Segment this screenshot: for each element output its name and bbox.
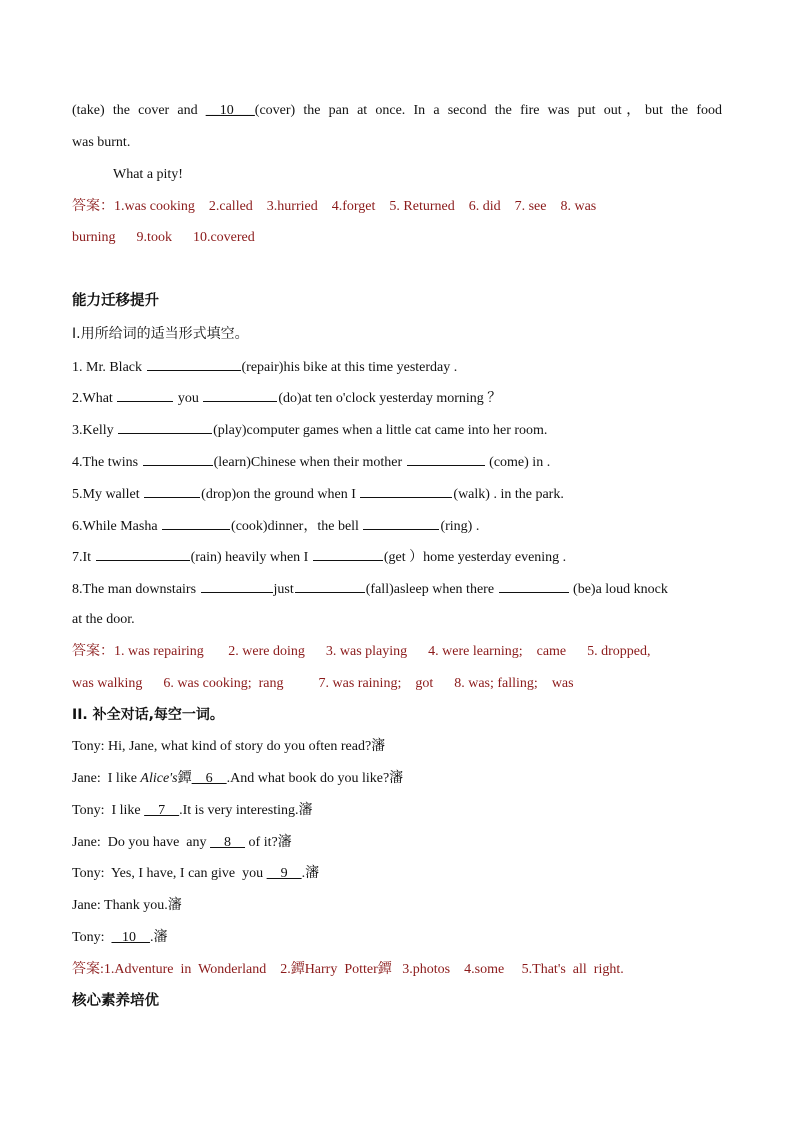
dialog-italic-text: Alice's — [140, 771, 178, 786]
dialog-text: Jane: I like — [72, 771, 141, 786]
fill-blank — [203, 388, 277, 402]
item-text: you — [174, 391, 203, 406]
answer-1-line-1 — [72, 198, 722, 216]
dialog-text: Jane: Do you have any — [72, 835, 211, 850]
dialog-text: Jane: Thank you.瀋 — [72, 898, 182, 913]
answer-label: 答案： — [72, 199, 114, 214]
dialog-blank-6: 6 — [191, 771, 227, 786]
item-text: 6.While Masha — [72, 519, 162, 534]
answer-1-line-2: burning 9.took 10.covered — [72, 230, 255, 245]
fill-blank — [295, 579, 365, 593]
instruction-fill-blank: I.用所给词的适当形式填空。 — [72, 326, 249, 342]
dialog-line-1 — [72, 738, 722, 756]
exercise-item-8-line-2: at the door. — [72, 612, 135, 627]
exercise-item-8 — [72, 579, 722, 599]
answer-label: 答案： — [72, 644, 114, 659]
item-text: (drop)on the ground when I — [201, 487, 360, 502]
exercise-item-3 — [72, 420, 722, 440]
fill-blank — [143, 452, 213, 466]
dialog-text: Tony: Hi, Jane, what kind of story do you often read?瀋 — [72, 739, 386, 754]
item-text: 3.Kelly — [72, 423, 118, 438]
item-text: (be)a loud knock — [569, 582, 668, 597]
fill-blank — [118, 420, 212, 434]
fill-blank — [407, 452, 485, 466]
answer-2-line-2: was walking 6. was cooking; rang 7. was raining; got 8. was; falling; was — [72, 676, 574, 691]
item-text: (come) in . — [485, 455, 551, 470]
dialog-blank-8: 8 — [210, 835, 246, 850]
fill-blank — [201, 579, 273, 593]
dialog-blank-10: 10 — [111, 930, 150, 945]
exercise-item-2 — [72, 388, 722, 408]
exercise-item-5 — [72, 484, 722, 504]
dialog-text: of it?瀋 — [245, 835, 292, 850]
dialog-text: .瀋 — [149, 930, 168, 945]
item-text: (cook)dinner，the bell — [231, 519, 363, 534]
fill-blank — [96, 547, 190, 561]
item-text: (learn)Chinese when their mother — [213, 455, 406, 470]
exercise-item-1 — [72, 357, 722, 377]
answer-text: 1.was cooking 2.called 3.hurried 4.forget 5. Returned 6. did 7. see 8. was — [114, 199, 597, 214]
passage-line-3: What a pity! — [113, 167, 183, 182]
answer-text: 1.Adventure in Wonderland 2.鐔Harry Potter鐔 3.photos 4.some 5.That's all right. — [103, 962, 624, 977]
dialog-text: Tony: — [72, 930, 112, 945]
answer-text: 1. was repairing 2. were doing 3. was playing 4. were learning; came 5. dropped, — [114, 644, 651, 659]
dialog-text: .瀋 — [301, 866, 320, 881]
section-title-core: 核心素养培优 — [72, 993, 159, 1009]
fill-blank — [147, 357, 241, 371]
item-text: (repair)his bike at this time yesterday . — [241, 360, 458, 375]
item-text: 1. Mr. Black — [72, 360, 146, 375]
item-text: (play)computer games when a little cat came into her room. — [213, 423, 548, 438]
dialog-line-3 — [72, 802, 722, 820]
fill-blank — [162, 516, 230, 530]
dialog-text: .And what book do you like?瀋 — [226, 771, 404, 786]
item-text: 7.It — [72, 550, 95, 565]
dialog-blank-7: 7 — [144, 803, 180, 818]
fill-blank — [117, 388, 173, 402]
answer-2-line-1 — [72, 643, 722, 661]
fill-blank — [313, 547, 383, 561]
dialog-line-4 — [72, 834, 722, 852]
dialog-text: .It is very interesting.瀋 — [179, 803, 313, 818]
section-title-dialog: II. 补全对话,每空一词。 — [72, 707, 224, 723]
dialog-text: Tony: I like — [72, 803, 145, 818]
fill-blank — [144, 484, 200, 498]
item-text: (fall)asleep when there — [365, 582, 498, 597]
item-text: 2.What — [72, 391, 117, 406]
dialog-line-5 — [72, 865, 722, 883]
dialog-blank-9: 9 — [266, 866, 302, 881]
fill-blank — [499, 579, 569, 593]
item-text: just — [273, 582, 294, 597]
answer-label: 答案: — [72, 962, 104, 977]
item-text: (walk) . in the park. — [453, 487, 564, 502]
dialog-text: 鐔 — [177, 771, 192, 786]
exercise-item-6 — [72, 516, 722, 536]
dialog-line-7 — [72, 929, 722, 947]
fill-blank — [363, 516, 439, 530]
item-text: (ring) . — [440, 519, 480, 534]
passage-text: (cover) the pan at once. In a second the fire was put out，but the food — [254, 103, 722, 118]
passage-line-1 — [72, 102, 722, 120]
passage-text: (take) the cover and — [72, 103, 198, 118]
exercise-item-7 — [72, 547, 722, 567]
dialog-text: Tony: Yes, I have, I can give you — [72, 866, 267, 881]
fill-blank — [360, 484, 452, 498]
item-text: 4.The twins — [72, 455, 142, 470]
item-text: (do)at ten o'clock yesterday morning ？ — [278, 391, 502, 406]
item-text: (rain) heavily when I — [190, 550, 312, 565]
item-text: (get ）home yesterday evening . — [383, 550, 567, 565]
exercise-item-4 — [72, 452, 722, 472]
section-title-ability: 能力迁移提升 — [72, 293, 159, 309]
item-text: 8.The man downstairs — [72, 582, 200, 597]
passage-line-2: was burnt. — [72, 135, 131, 150]
answer-3 — [72, 961, 722, 979]
dialog-line-2 — [72, 770, 722, 788]
item-text: 5.My wallet — [72, 487, 144, 502]
blank-10: __10___ — [205, 103, 255, 118]
dialog-line-6 — [72, 897, 722, 915]
